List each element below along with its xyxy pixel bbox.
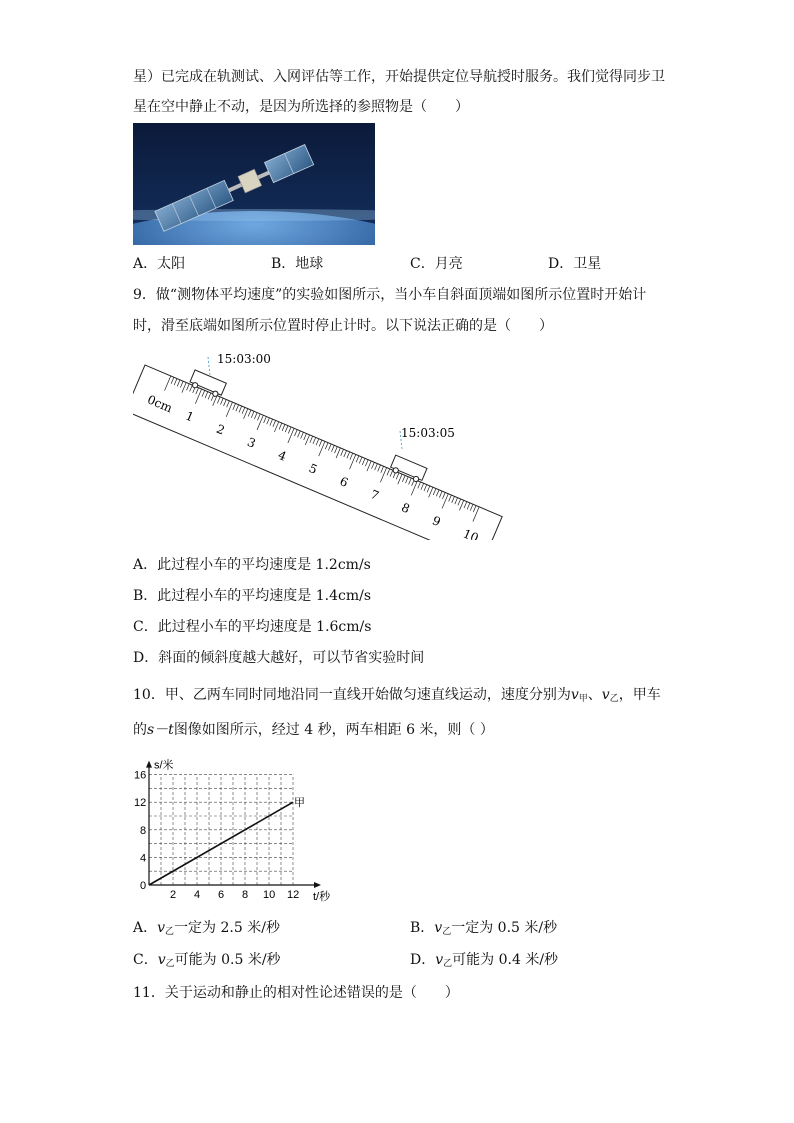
q8-text-line2: 星在空中静止不动，是因为所选择的参照物是（ ）: [133, 99, 469, 115]
q10-option-d: [410, 950, 558, 974]
st-graph: [133, 752, 333, 906]
q10-line1-a: 10．甲、乙两车同时同地沿同一直线开始做匀速直线运动，速度分别为: [133, 687, 571, 703]
q8-option-c: C．月亮: [410, 256, 463, 272]
start-time-label: 15:03:00: [217, 352, 271, 366]
option-text: 一定为 2.5 米/秒: [174, 920, 280, 936]
st-symbol: s－t: [147, 722, 174, 738]
option-prefix: B．: [410, 920, 435, 936]
option-text: 可能为 0.4 米/秒: [452, 952, 559, 968]
v-symbol: v: [601, 687, 610, 703]
ruler-tick-label: 1: [183, 408, 196, 425]
x-tick-label: 10: [263, 889, 276, 901]
q10-text-line1: [133, 685, 661, 709]
ruler-tick-label: 6: [337, 474, 351, 490]
q10-option-c: [133, 950, 281, 974]
option-text: 可能为 0.5 米/秒: [174, 952, 281, 968]
q10-line1-b: ，甲车: [618, 687, 661, 703]
ruler-tick-label: 8: [399, 500, 412, 517]
sub-yi: 乙: [165, 959, 175, 969]
option-text: 一定为 0.5 米/秒: [451, 920, 558, 936]
q9-option-c: C．此过程小车的平均速度是 1.6cm/s: [133, 619, 372, 635]
x-tick-label: 2: [170, 889, 177, 901]
option-prefix: A．: [133, 920, 158, 936]
q11-text-line1: 11．关于运动和静止的相对性论述错误的是（ ）: [133, 985, 459, 1001]
x-tick-label: 4: [194, 889, 201, 901]
q9-option-a: A．此过程小车的平均速度是 1.2cm/s: [133, 557, 371, 573]
x-axis-label: t/秒: [313, 891, 331, 902]
sub-jia: 甲: [578, 694, 588, 704]
x-tick-label: 6: [218, 889, 225, 901]
x-tick-label: 8: [242, 889, 249, 901]
sep: 、: [587, 687, 602, 703]
ruler-tick-label: 0cm: [145, 392, 175, 416]
satellite-photo: [133, 123, 375, 245]
q8-text-line1: 星）已完成在轨测试、入网评估等工作，开始提供定位导航授时服务。我们觉得同步卫: [133, 69, 665, 85]
sub-yi: 乙: [442, 927, 452, 937]
q10-text-line2: [133, 720, 494, 740]
x-tick-label: 12: [287, 889, 300, 901]
v-symbol: v: [570, 687, 579, 703]
y-axis-arrow: [146, 761, 152, 768]
q9-option-b: B．此过程小车的平均速度是 1.4cm/s: [133, 588, 372, 604]
option-prefix: D．: [410, 952, 436, 968]
y-tick-label: 12: [134, 797, 147, 810]
y-axis-label: s/米: [154, 759, 174, 772]
series-label-jia: 甲: [294, 797, 305, 810]
end-time-label: 15:03:05: [401, 426, 455, 440]
y-tick-label: 16: [134, 769, 147, 782]
sub-yi: 乙: [165, 927, 175, 937]
x-axis-arrow: [314, 882, 321, 888]
ruler-tick-label: 9: [430, 513, 443, 530]
v-symbol: v: [157, 920, 166, 936]
ruler-tick-label: 4: [275, 447, 289, 464]
v-symbol: v: [434, 920, 443, 936]
ruler-tick-label: 2: [214, 421, 227, 438]
ruler-tick-label: 10: [461, 526, 481, 540]
q8-option-d: D．卫星: [548, 256, 602, 272]
origin-label: 0: [140, 880, 147, 892]
q8-option-b: B．地球: [271, 256, 324, 272]
q9-text-line2: 时，滑至底端如图所示位置时停止计时。以下说法正确的是（ ）: [133, 318, 553, 334]
y-tick-label: 4: [140, 852, 147, 865]
v-symbol: v: [435, 952, 444, 968]
v-symbol: v: [157, 952, 166, 968]
q9-text-line1: 9．做“测物体平均速度”的实验如图所示，当小车自斜面顶端如图所示位置时开始计: [133, 287, 647, 303]
option-prefix: C．: [133, 952, 158, 968]
q10-line2-post: 图像如图所示，经过 4 秒，两车相距 6 米，则（ ）: [173, 722, 494, 738]
ruler-tick-label: 3: [245, 434, 258, 451]
sub-yi: 乙: [609, 694, 619, 704]
y-tick-label: 8: [140, 824, 147, 837]
ruler-figure: [133, 345, 503, 544]
q9-option-d: D．斜面的倾斜度越大越好，可以节省实验时间: [133, 650, 425, 666]
ruler-tick-label: 7: [368, 487, 381, 504]
sub-yi: 乙: [443, 959, 453, 969]
q8-option-a: A．太阳: [133, 256, 186, 272]
q10-line2-pre: 的: [133, 722, 147, 738]
q10-option-a: [133, 918, 280, 942]
ruler-body: [133, 365, 502, 540]
q10-option-b: [410, 918, 557, 942]
ruler-tick-label: 5: [306, 460, 320, 477]
